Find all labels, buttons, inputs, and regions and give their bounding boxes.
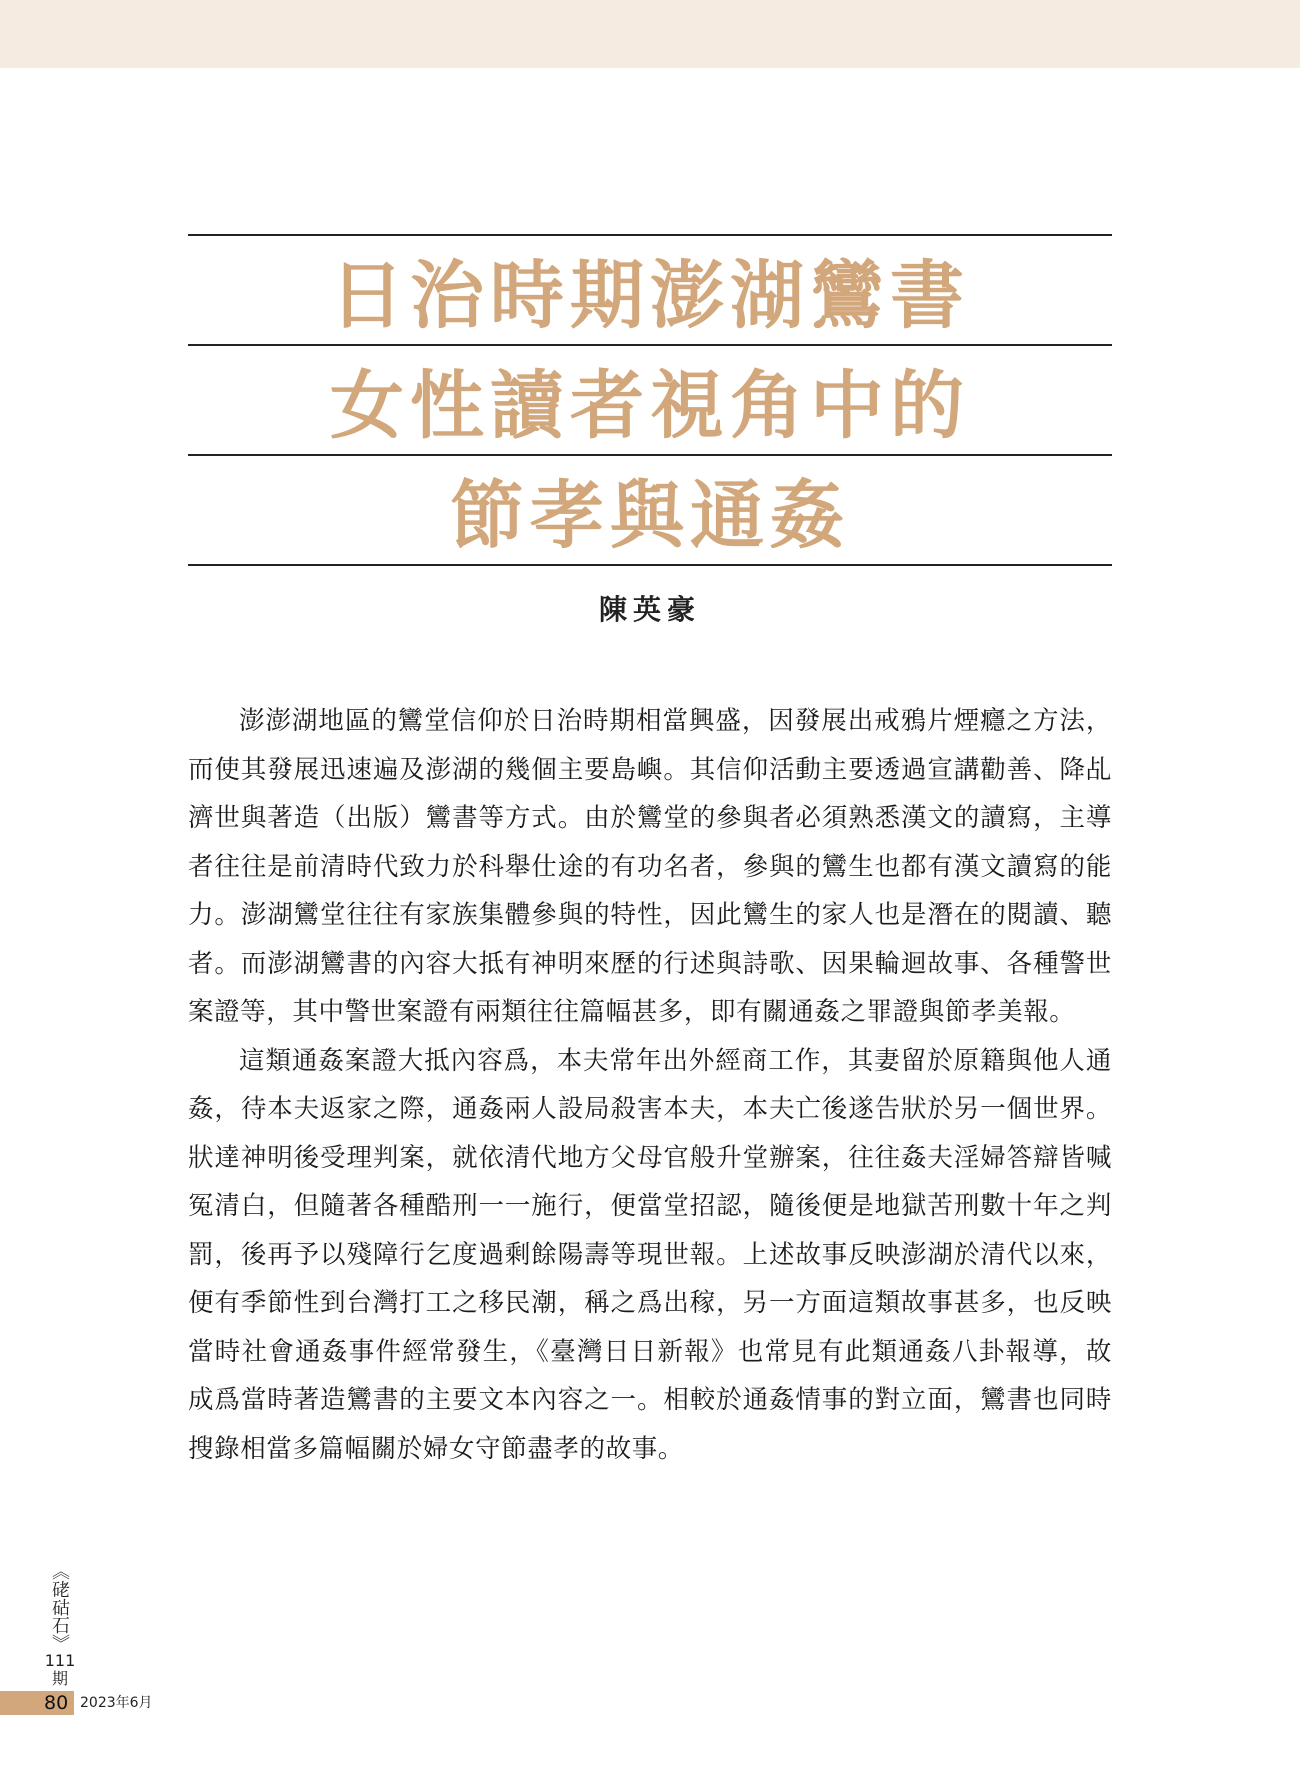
magazine-name: 《硓𥑮石》: [49, 1562, 70, 1652]
body-paragraph-2: 這類通姦案證大抵內容爲，本夫常年出外經商工作，其妻留於原籍與他人通姦，待本夫返家之際，通姦兩人設局殺害本夫，本夫亡後遂告狀於另一個世界。狀達神明後受理判案，就依清代地方父母官般升堂辦案，往往姦夫淫婦答辯皆喊冤清白，但隨著各種酷刑一一施行，便當堂招認，隨後便是地獄苦刑數十年之判罰，後再予以殘障行乞度過剩餘陽壽等現世報。上述故事反映澎湖於清代以來，便有季節性到台灣打工之移民潮，稱之爲出稼，另一方面這類故事甚多，也反映當時社會通姦事件經常發生，《臺灣日日新報》也常見有此類通姦八卦報導，故成爲當時著造鸞書的主要文本內容之一。相較於通姦情事的對立面，鸞書也同時搜錄相當多篇幅關於婦女守節盡孝的故事。: [188, 1045, 1112, 1464]
title-line-3: 節孝與通姦: [450, 473, 850, 559]
body-paragraph-1: 澎澎湖地區的鸞堂信仰於日治時期相當興盛，因發展出戒鴉片煙癮之方法，而使其發展迅速遍及澎湖的幾個主要島嶼。其信仰活動主要透過宣講勸善、降乩濟世與著造（出版）鸞書等方式。由於鸞堂的參與者必須熟悉漢文的讀寫，主導者往往是前清時代致力於科舉仕途的有功名者，參與的鸞生也都有漢文讀寫的能力。澎湖鸞堂往往有家族集體參與的特性，因此鸞生的家人也是潛在的閱讀、聽者。而澎湖鸞書的內容大抵有神明來歷的行述與詩歌、因果輪迴故事、各種警世案證等，其中警世案證有兩類往往篇幅甚多，即有關通姦之罪證與節孝美報。: [188, 706, 1112, 1027]
title-line-2: 女性讀者視角中的: [330, 363, 970, 449]
top-header-band: [0, 0, 1300, 68]
page-number: 80: [44, 1692, 69, 1714]
issue-number: [40, 1652, 80, 1688]
title-rule: [188, 564, 1112, 566]
title-line-1: 日治時期澎湖鸞書: [330, 253, 970, 339]
article-body: [188, 697, 1112, 1473]
issue-date: 2023年6月: [80, 1695, 153, 1711]
article-title: [188, 234, 1112, 566]
issue-number-value: 111: [44, 1651, 76, 1670]
author-name: 陳英豪: [598, 593, 701, 626]
issue-suffix: 期: [51, 1669, 68, 1688]
